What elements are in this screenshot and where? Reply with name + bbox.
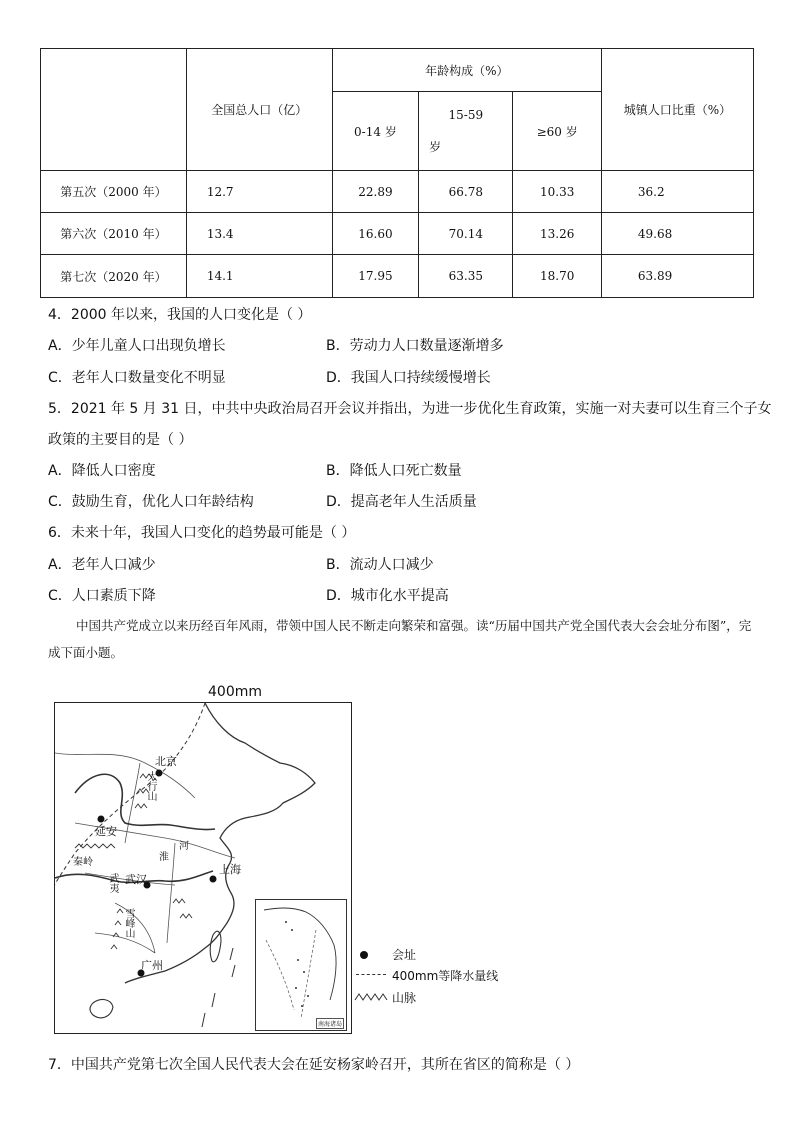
q6-stem: 6．未来十年，我国人口变化的趋势最可能是（ ） (48, 525, 356, 541)
table-row (41, 213, 754, 255)
label-wuyi: 武夷 (107, 873, 118, 893)
inset-caption: 南海诸岛 (316, 1018, 344, 1029)
cell-age-b: 66.78 (419, 171, 513, 213)
q6-option-a[interactable]: A．老年人口减少 (48, 557, 156, 573)
legend-isohyet-label: 400mm等降水量线 (392, 969, 499, 983)
q5-stem-line1: 5．2021 年 5 月 31 日，中共中央政治局召开会议并指出，为进一步优化生育政策，实施一对夫妻可以生育三个子女 (48, 401, 772, 417)
cell-age-c: 13.26 (513, 213, 601, 255)
q4-option-c[interactable]: C．老年人口数量变化不明显 (48, 370, 226, 386)
label-he: 河 (179, 841, 189, 852)
header-age-15-59 (419, 92, 513, 171)
party-congress-map (54, 702, 352, 1034)
q4-option-b[interactable]: B．劳动力人口数量逐渐增多 (326, 338, 504, 354)
q6-option-b[interactable]: B．流动人口减少 (326, 557, 434, 573)
cell-age-a: 17.95 (332, 255, 418, 298)
cell-age-a: 22.89 (332, 171, 418, 213)
cell-age-b: 70.14 (419, 213, 513, 255)
cell-age-a: 16.60 (332, 213, 418, 255)
cell-total: 12.7 (186, 171, 332, 213)
cell-total: 13.4 (186, 213, 332, 255)
cell-urban: 63.89 (601, 255, 753, 298)
label-wuhan: 武汉 (125, 873, 147, 886)
header-total: 全国总人口（亿） (186, 49, 332, 171)
inset-coast (264, 908, 336, 1000)
header-age-60: ≥60 岁 (513, 92, 601, 171)
intro-paragraph: 中国共产党成立以来历经百年风雨，带领中国人民不断走向繁荣和富强。读“历届中国共产党全国代表大会会址分布图”，完成下面小题。 (48, 618, 752, 660)
label-qinling: 秦岭 (73, 857, 93, 868)
q7-stem: 7．中国共产党第七次全国人民代表大会在延安杨家岭召开，其所在省区的简称是（ ） (48, 1057, 580, 1073)
table-row (41, 171, 754, 213)
header-age-15-59-b: 岁 (429, 139, 442, 154)
inset-graphic (256, 900, 344, 1028)
map-title: 400mm (208, 684, 262, 700)
q5-option-a[interactable]: A．降低人口密度 (48, 463, 156, 479)
table-row (41, 255, 754, 298)
shanghai-dot (210, 876, 217, 883)
cell-age-c: 10.33 (513, 171, 601, 213)
header-age-15-59-a: 15-59 (448, 107, 484, 122)
qinling-mountains (75, 844, 115, 848)
south-china-sea-inset (255, 899, 347, 1031)
row-label: 第六次（2010 年） (41, 213, 187, 255)
q4-stem: 4．2000 年以来，我国的人口变化是（ ） (48, 307, 312, 323)
q5-option-d[interactable]: D．提高老年人生活质量 (326, 494, 477, 510)
taiwan-island (210, 931, 221, 962)
cell-urban: 49.68 (601, 213, 753, 255)
header-urban: 城镇人口比重（%） (601, 49, 753, 171)
inset-boundary (266, 930, 316, 1018)
legend-isohyet-line (356, 974, 386, 975)
q4-option-a[interactable]: A．少年儿童人口出现负增长 (48, 338, 226, 354)
cell-total: 14.1 (186, 255, 332, 298)
q5-stem-line2: 政策的主要目的是（ ） (48, 432, 193, 448)
table-corner-cell (41, 49, 187, 171)
q4-option-d[interactable]: D．我国人口持续缓慢增长 (326, 370, 491, 386)
header-age-0-14: 0-14 岁 (332, 92, 418, 171)
island-dot (291, 929, 293, 931)
census-table (40, 48, 754, 298)
q6-option-d[interactable]: D．城市化水平提高 (326, 588, 449, 604)
label-xuefeng: 雪峰山 (123, 908, 134, 938)
row-label: 第七次（2020 年） (41, 255, 187, 298)
label-taihang: 太行山 (145, 771, 156, 801)
label-shanghai: 上海 (219, 863, 241, 876)
legend-site-label: 会址 (392, 948, 417, 962)
row-label: 第五次（2000 年） (41, 171, 187, 213)
q5-option-b[interactable]: B．降低人口死亡数量 (326, 463, 462, 479)
q5-option-c[interactable]: C．鼓励生育，优化人口年龄结构 (48, 494, 254, 510)
island-dot (285, 921, 287, 923)
wuyi-mountains (173, 899, 192, 918)
label-yanan: 延安 (95, 825, 117, 838)
legend-site-dot (360, 951, 368, 959)
label-beijing: 北京 (155, 755, 177, 768)
island-dot (297, 959, 299, 961)
label-huai: 淮 (159, 852, 169, 863)
legend-mountain-icon (354, 992, 388, 1002)
island-dot (307, 995, 309, 997)
cell-age-b: 63.35 (419, 255, 513, 298)
cell-urban: 36.2 (601, 171, 753, 213)
q6-option-c[interactable]: C．人口素质下降 (48, 588, 156, 604)
header-age: 年龄构成（%） (332, 49, 601, 92)
legend-mountain-label: 山脉 (392, 991, 417, 1005)
label-guangzhou: 广州 (141, 959, 163, 972)
cell-age-c: 18.70 (513, 255, 601, 298)
island-dot (295, 987, 297, 989)
island-dot (303, 971, 305, 973)
hainan-island (90, 1000, 113, 1018)
sea-boundary (202, 948, 235, 1027)
yanan-dot (98, 816, 105, 823)
island-dot (301, 1005, 303, 1007)
